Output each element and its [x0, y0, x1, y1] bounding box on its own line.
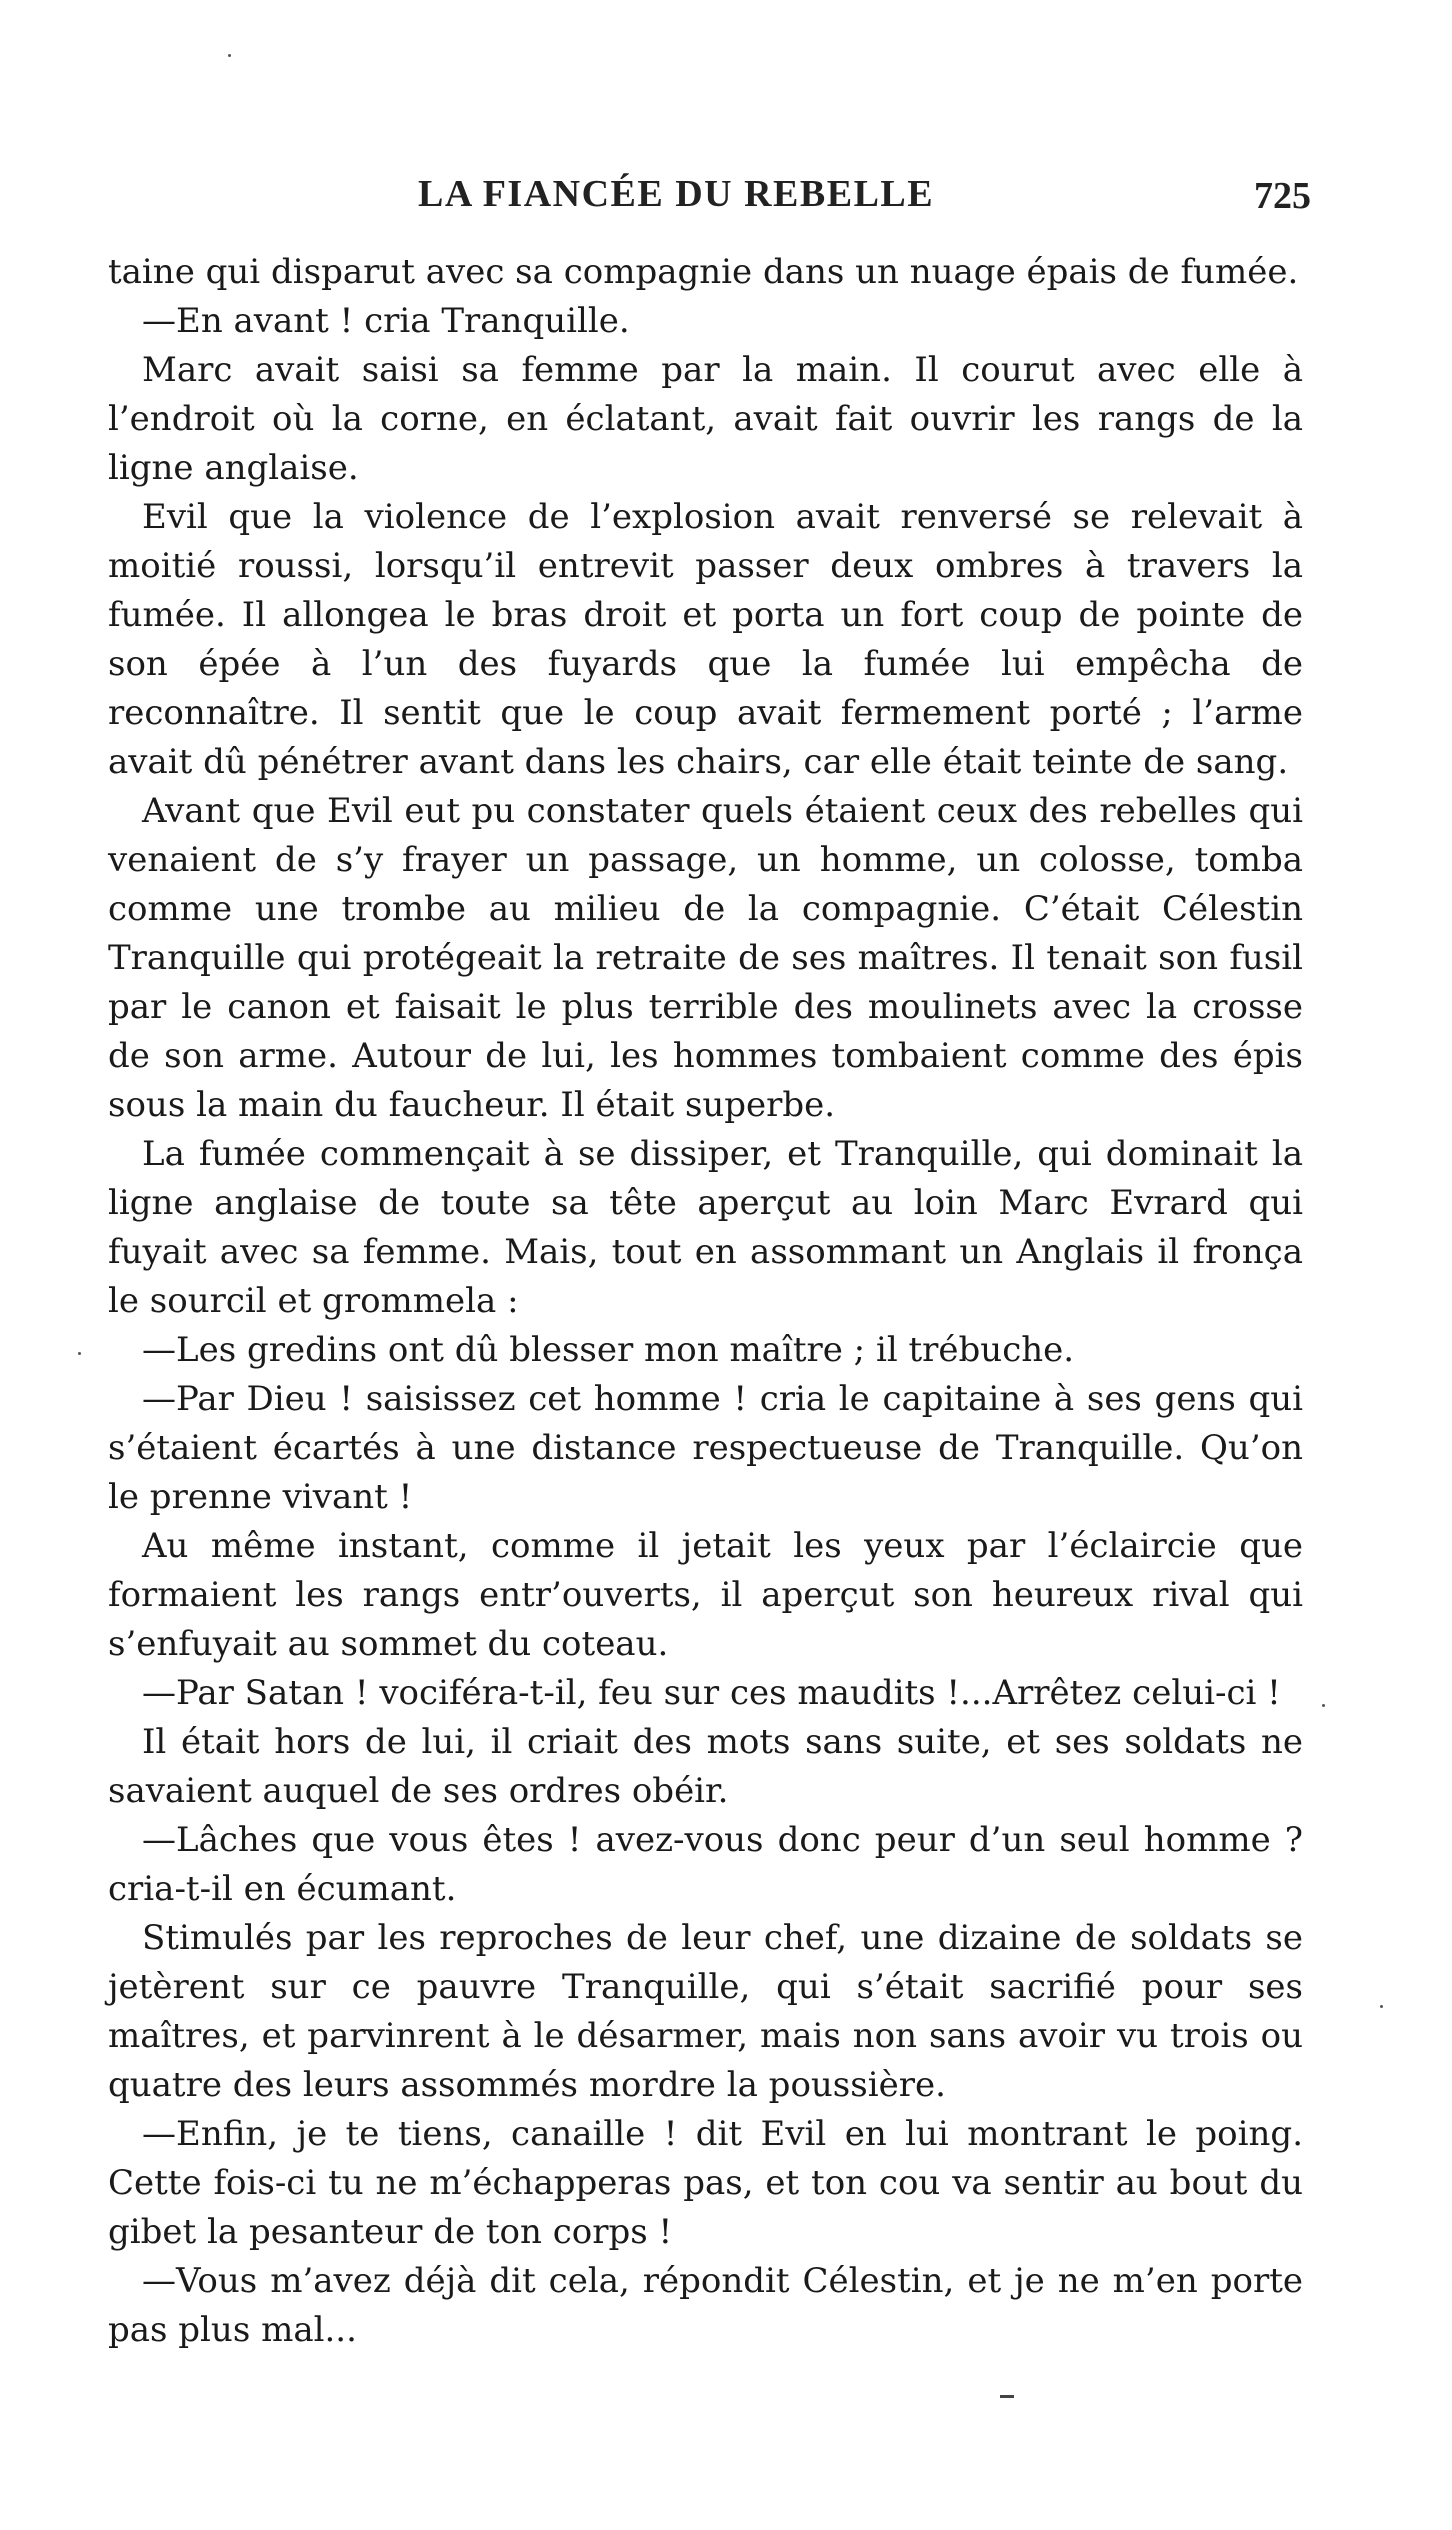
running-head — [108, 172, 1311, 222]
paragraph: Au même instant, comme il jetait les yeux par l’éclaircie que formaient les rangs entr’ouverts, il aperçut son heureux rival qui s’enfuyait au sommet du coteau. — [108, 1526, 1303, 1664]
paragraph: —Enfin, je te tiens, canaille ! dit Evil en lui montrant le poing. Cette fois-ci tu ne m’échapperas pas, et ton cou va sentir au bout du gibet la pesanteur de ton corps ! — [108, 2114, 1303, 2252]
paragraph: Evil que la violence de l’explosion avait renversé se relevait à moitié roussi, lorsqu’il entrevit passer deux ombres à travers la fumée. Il allongea le bras droit et porta un fort coup de pointe de son épée à l’un des fuyards que la fumée lui empêcha de reconnaître. Il sentit que le coup avait fermement porté ; l’arme avait dû pénétrer avant dans les chairs, car elle était teinte de sang. — [108, 497, 1303, 782]
paragraph: Marc avait saisi sa femme par la main. Il courut avec elle à l’endroit où la corne, en éclatant, avait fait ouvrir les rangs de la ligne anglaise. — [108, 350, 1303, 488]
paragraph: —Lâches que vous êtes ! avez-vous donc peur d’un seul homme ? cria-t-il en écumant. — [108, 1820, 1303, 1909]
paragraph: —En avant ! cria Tranquille. — [142, 301, 630, 341]
paragraph: Il était hors de lui, il criait des mots sans suite, et ses soldats ne savaient auquel de ses ordres obéir. — [108, 1722, 1303, 1811]
body-text — [108, 248, 1303, 2355]
footer-mark — [1000, 2395, 1014, 2398]
print-speck — [228, 54, 231, 57]
paragraph: —Les gredins ont dû blesser mon maître ; il trébuche. — [142, 1330, 1075, 1370]
print-speck — [78, 1352, 81, 1355]
print-speck — [1322, 1704, 1325, 1707]
print-speck — [1380, 2005, 1383, 2008]
paragraph: Stimulés par les reproches de leur chef, une dizaine de soldats se jetèrent sur ce pauvre Tranquille, qui s’était sacrifié pour ses maîtres, et parvinrent à le désarmer, mais non sans avoir vu trois ou quatre des leurs assommés mordre la poussière. — [108, 1918, 1303, 2105]
paragraph: taine qui disparut avec sa compagnie dans un nuage épais de fumée. — [108, 252, 1299, 292]
paragraph: Avant que Evil eut pu constater quels étaient ceux des rebelles qui venaient de s’y frayer un passage, un homme, un colosse, tomba comme une trombe au milieu de la compagnie. C’était Célestin Tranquille qui protégeait la retraite de ses maîtres. Il tenait son fusil par le canon et faisait le plus terrible des moulinets avec la crosse de son arme. Autour de lui, les hommes tombaient comme des épis sous la main du faucheur. Il était superbe. — [108, 791, 1303, 1125]
page-number: 725 — [1254, 175, 1311, 217]
paragraph: —Par Dieu ! saisissez cet homme ! cria le capitaine à ses gens qui s’étaient écartés à une distance respectueuse de Tranquille. Qu’on le prenne vivant ! — [108, 1379, 1303, 1517]
paragraph: —Par Satan ! vociféra-t-il, feu sur ces maudits !...Arrêtez celui-ci ! — [142, 1673, 1281, 1713]
paragraph: La fumée commençait à se dissiper, et Tranquille, qui dominait la ligne anglaise de toute sa tête aperçut au loin Marc Evrard qui fuyait avec sa femme. Mais, tout en assommant un Anglais il fronça le sourcil et grommela : — [108, 1134, 1303, 1321]
running-title: LA FIANCÉE DU REBELLE — [418, 173, 935, 215]
paragraph: —Vous m’avez déjà dit cela, répondit Célestin, et je ne m’en porte pas plus mal... — [108, 2261, 1303, 2350]
